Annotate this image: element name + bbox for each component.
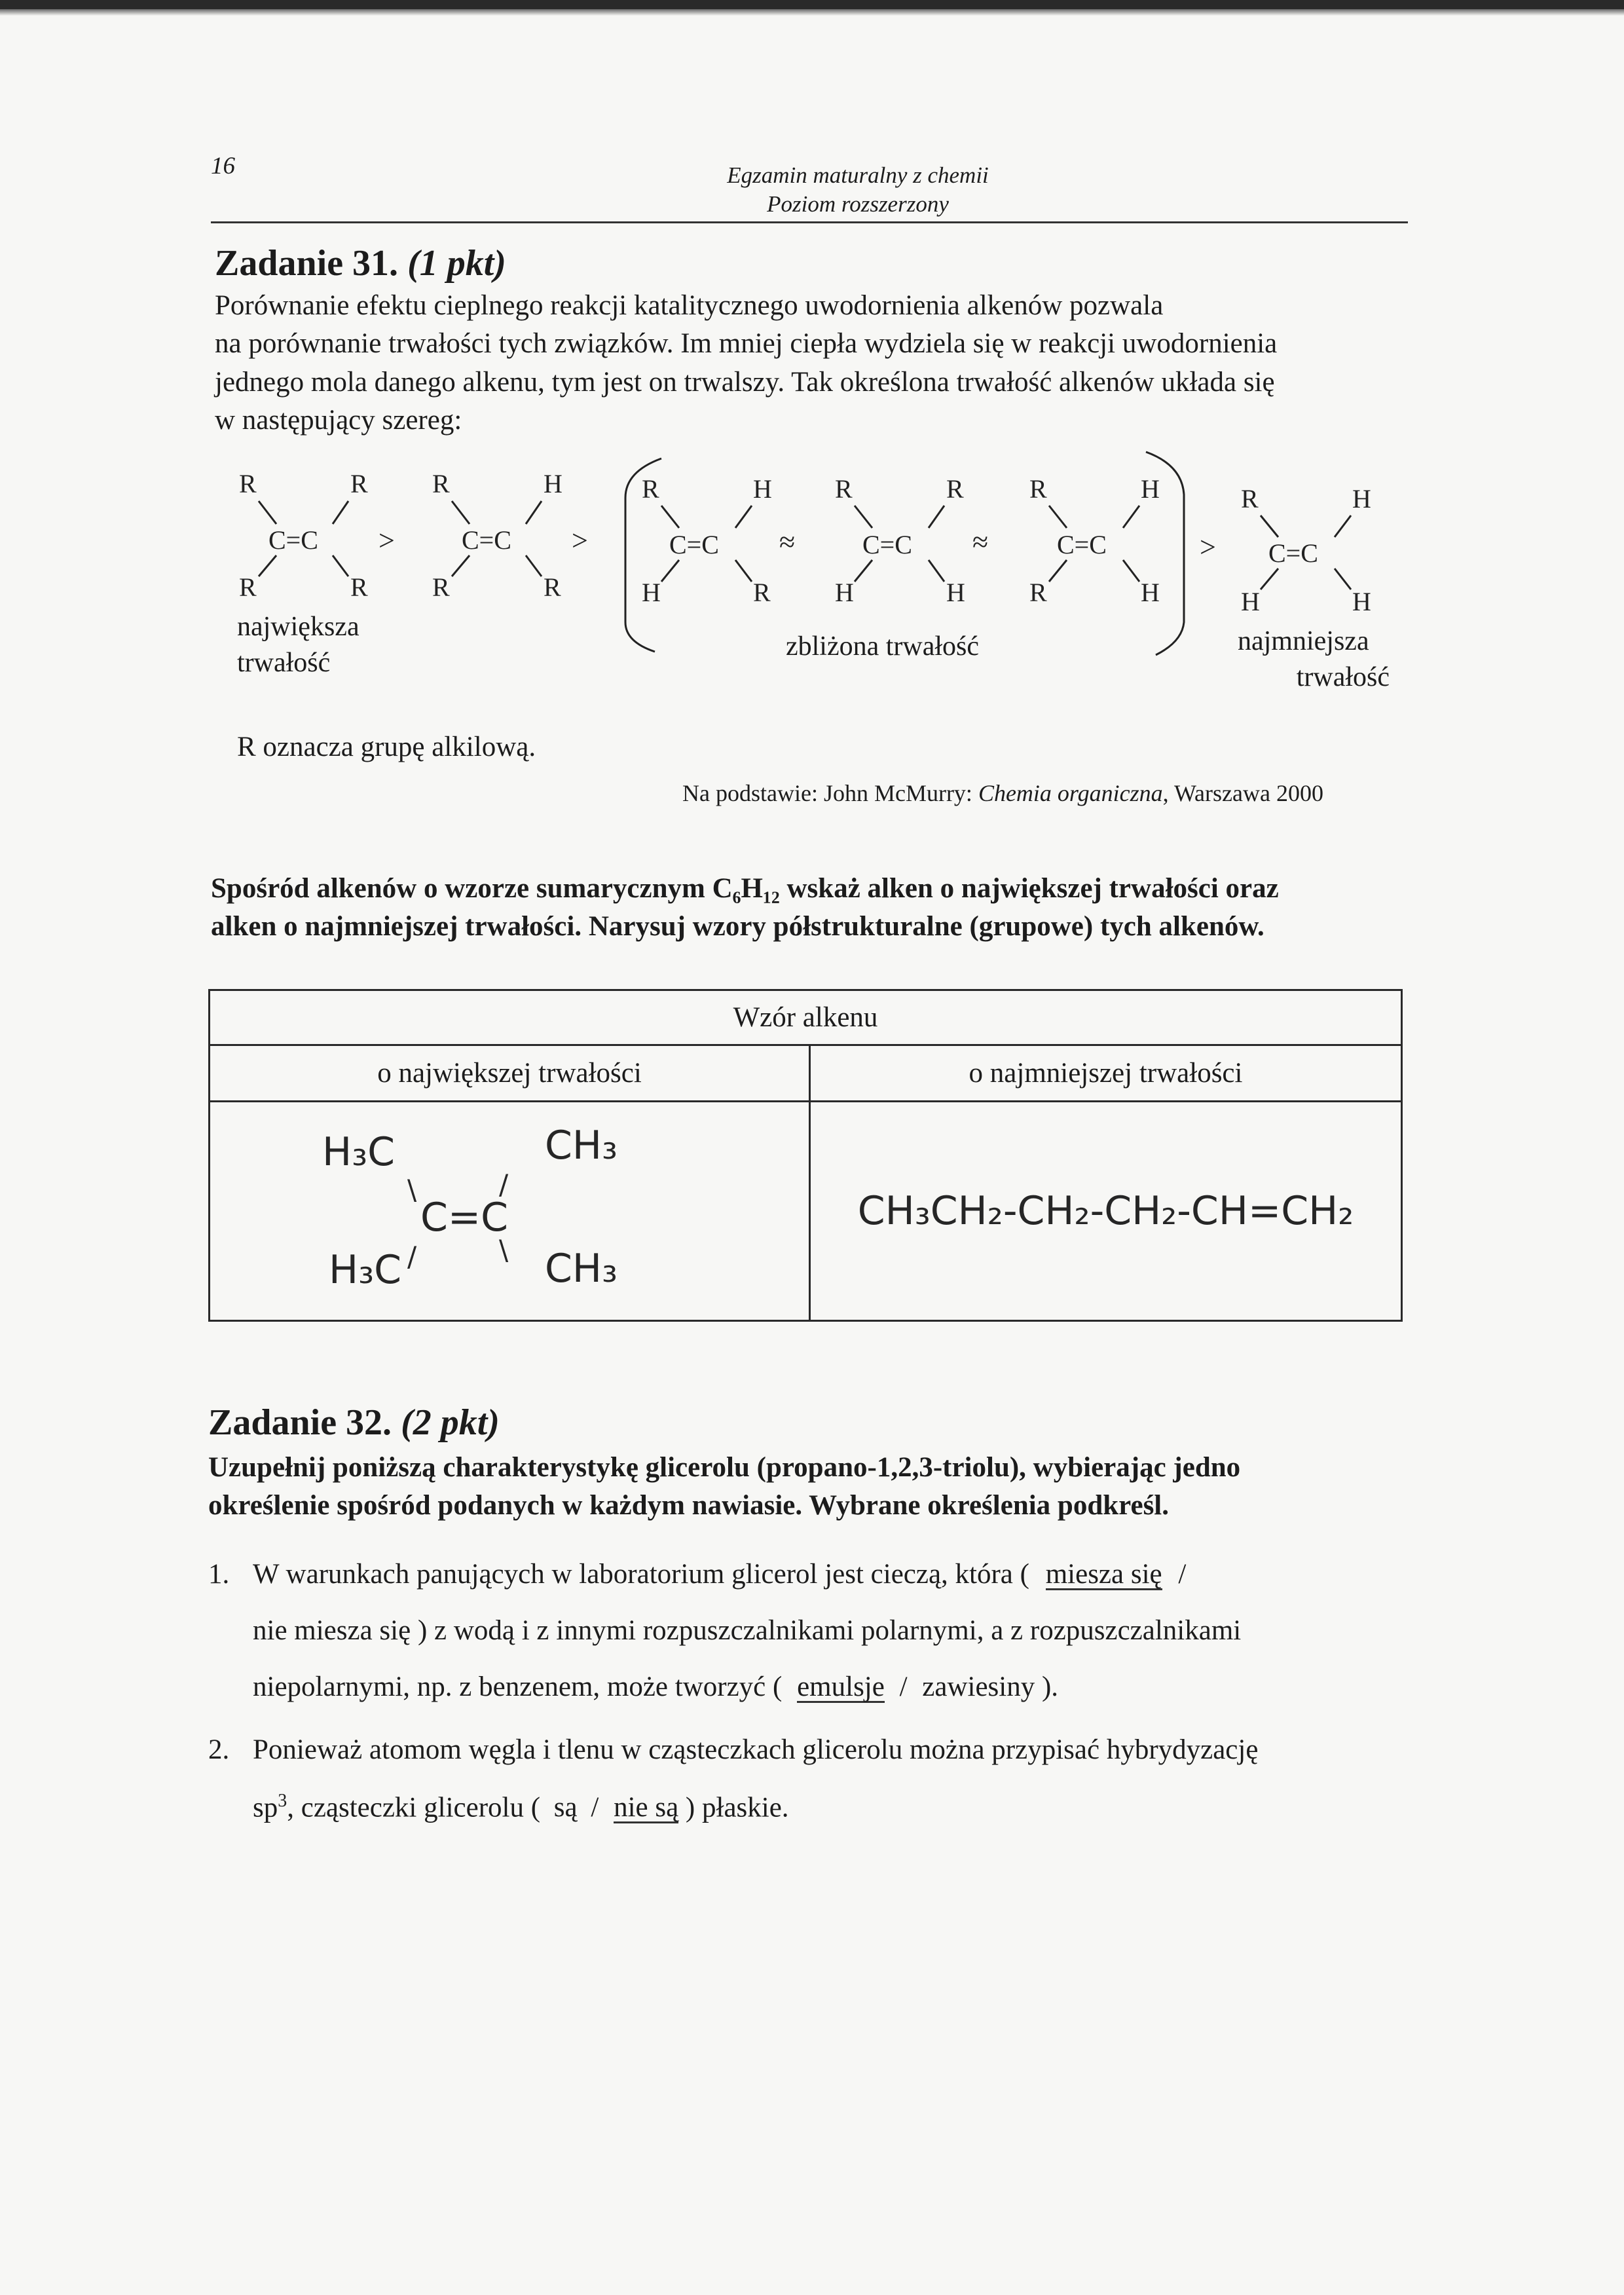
- item1-number: 1.: [208, 1559, 230, 1590]
- alkene-tetrasubstituted: [239, 469, 368, 602]
- item2-number: 2.: [208, 1734, 230, 1765]
- greater-sign: >: [572, 525, 588, 557]
- scan-border-top: [0, 0, 1624, 9]
- double-bond: C=C: [268, 525, 318, 555]
- approx-sign: ≈: [779, 526, 796, 558]
- task31-question: Spośród alkenów o wzorze sumarycznym C₆H₁₂ wskaż alken o największej trwałości oraz alken o najmniejszej trwałości. Narysuj wzory półstrukturalne (grupowe) tych alkenów.: [211, 873, 1279, 942]
- substituent-r: R: [350, 572, 368, 602]
- intro-line: na porównanie trwałości tych związków. Im mniej ciepła wydziela się w reakcji uwodornienia: [215, 328, 1278, 360]
- source-citation: Na podstawie: John McMurry: Chemia organiczna, Warszawa 2000: [682, 780, 1323, 806]
- substituent-r: R: [1029, 578, 1047, 607]
- scan-shadow: [0, 9, 1624, 16]
- handwritten-formula: CH₃CH₂-CH₂-CH₂-CH=CH₂: [857, 1188, 1354, 1234]
- table-header: Wzór alkenu: [210, 990, 1402, 1045]
- col-most-stable: o największej trwałości: [210, 1045, 810, 1102]
- alkene-cis-disubstituted: [835, 474, 965, 607]
- alkene-trisubstituted: [432, 469, 563, 602]
- substituent-r: R: [642, 474, 659, 504]
- page-number: 16: [211, 153, 235, 179]
- task32-title: Zadanie 32. (2 pkt): [208, 1402, 500, 1443]
- task32-points: (2 pkt): [401, 1402, 500, 1443]
- option-zawiesiny[interactable]: zawiesiny: [922, 1671, 1035, 1702]
- substituent-r: R: [432, 469, 450, 498]
- item1-line1: W warunkach panujących w laboratorium glicerol jest cieczą, która ( miesza się /: [253, 1559, 1187, 1590]
- substituent-r: R: [1241, 484, 1259, 513]
- group-ch3: CH₃: [545, 1123, 618, 1168]
- task31-title: Zadanie 31. (1 pkt): [215, 243, 506, 284]
- task31-points: (1 pkt): [407, 243, 506, 284]
- item1-line2: nie miesza się ) z wodą i z innymi rozpuszczalnikami polarnymi, a z rozpuszczalnikami: [253, 1615, 1242, 1646]
- intro-line: Porównanie efektu cieplnego reakcji katalitycznego uwodornienia alkenów pozwala: [215, 290, 1164, 321]
- header-subtitle: Poziom rozszerzony: [767, 191, 949, 217]
- tick-mark: /: [499, 1168, 509, 1201]
- substituent-h: H: [544, 469, 563, 498]
- intro-line: jednego mola danego alkenu, tym jest on trwalszy. Tak określona trwałość alkenów układa się: [215, 366, 1275, 398]
- answer-least-stable: [810, 1102, 1402, 1321]
- label-most-stable: największa trwałość: [237, 612, 360, 678]
- label-similar-stability: zbliżona trwałość: [786, 631, 980, 662]
- group-ch3: CH₃: [545, 1246, 618, 1292]
- header-divider: [211, 221, 1408, 223]
- alkene-trans-disubstituted: [642, 474, 772, 607]
- substituent-h: H: [1141, 474, 1160, 504]
- substituent-r: R: [946, 474, 964, 504]
- double-bond: C=C: [1057, 530, 1107, 559]
- label-least-stable: najmniejsza trwałość: [1238, 626, 1390, 692]
- substituent-r: R: [753, 578, 771, 607]
- answer-most-stable: [210, 1102, 810, 1321]
- intro-line: w następujący szereg:: [215, 405, 462, 436]
- substituent-r: R: [1029, 474, 1047, 504]
- answer-table: [208, 989, 1403, 1322]
- substituent-h: H: [642, 578, 661, 607]
- substituent-r: R: [432, 572, 450, 602]
- tick-mark: /: [407, 1241, 417, 1273]
- double-bond: C=C: [1268, 538, 1318, 568]
- substituent-r: R: [239, 469, 257, 498]
- greater-sign: >: [1200, 531, 1216, 563]
- item2-line1: Ponieważ atomom węgla i tlenu w cząsteczkach glicerolu można przypisać hybrydyzację: [253, 1734, 1259, 1765]
- center-double-bond: C=C: [420, 1195, 509, 1241]
- item1-line3: niepolarnymi, np. z benzenem, może tworzyć ( emulsje / zawiesiny ).: [253, 1671, 1059, 1702]
- task31-intro: [215, 287, 1407, 440]
- item2-line2: $sp^3$, cząsteczki glicerolu ( są / nie są ) płaskie.: [253, 1791, 789, 1823]
- double-bond: C=C: [462, 525, 511, 555]
- approx-sign: ≈: [972, 526, 989, 558]
- substituent-r: R: [239, 572, 257, 602]
- task32-question: Uzupełnij poniższą charakterystykę glicerolu (propano-1,2,3-triolu), wybierając jedno określenie spośród podanych w każdym nawiasie. Wybrane określenia podkreśl.: [208, 1452, 1241, 1521]
- option-emulsje[interactable]: emulsje: [797, 1671, 885, 1702]
- col-least-stable: o najmniejszej trwałości: [810, 1045, 1402, 1102]
- option-nie-miesza-sie[interactable]: nie miesza się: [253, 1615, 411, 1646]
- substituent-h: H: [1141, 578, 1160, 607]
- substituent-r: R: [835, 474, 853, 504]
- option-sa[interactable]: są: [553, 1792, 578, 1823]
- handwritten-structure: [211, 1103, 808, 1319]
- substituent-r: R: [350, 469, 368, 498]
- double-bond: C=C: [669, 530, 719, 559]
- tick-mark: \: [499, 1234, 509, 1266]
- r-note: R oznacza grupę alkilową.: [237, 732, 536, 762]
- double-bond: C=C: [862, 530, 912, 559]
- option-nie-sa[interactable]: nie są: [614, 1792, 679, 1823]
- substituent-r: R: [544, 572, 561, 602]
- substituent-h: H: [1352, 587, 1371, 616]
- substituent-h: H: [1241, 587, 1260, 616]
- greater-sign: >: [378, 525, 395, 557]
- group-h3c: H₃C: [322, 1129, 396, 1175]
- group-h3c: H₃C: [329, 1247, 402, 1293]
- alkene-geminal-disubstituted: [1029, 474, 1160, 607]
- tick-mark: \: [407, 1174, 417, 1206]
- header-title: Egzamin maturalny z chemii: [727, 162, 989, 188]
- substituent-h: H: [753, 474, 772, 504]
- option-miesza-sie[interactable]: miesza się: [1045, 1559, 1162, 1590]
- substituent-h: H: [1352, 484, 1371, 513]
- substituent-h: H: [835, 578, 854, 607]
- substituent-h: H: [946, 578, 965, 607]
- alkene-monosubstituted: [1241, 484, 1371, 616]
